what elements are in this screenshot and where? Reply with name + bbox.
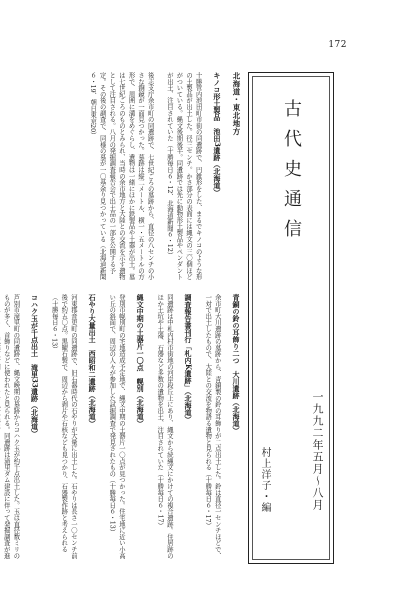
article-body: 河東郡音更町の同遺跡で、旧石器時代の石やりが大量に出土した。石やりは長さ一〇センチ前後で約五〇点。黒曜石製で、周辺から剥片や石核なども見つかり、石器製作跡と考えられる（十勝毎日６・13） [50, 294, 77, 559]
top-tier-text [36, 72, 241, 280]
article-heading: 石やり大量出土 西昭和二遺跡（北海道） [88, 294, 98, 427]
article-heading: 調査報告書刊行「札内K遺跡」（北海道） [184, 294, 194, 423]
article [107, 294, 145, 564]
article [203, 294, 241, 564]
article-body: 後志支庁余市町の同遺跡で、七世紀ごろの墓跡から、直径の八センチの小さな銅鏡が一面見つかった。墓跡は縦二メートル、横一・五メートルの方形で、周囲に溝をめぐらし、遺物は一緒にほかに鉄製品や土器が出土。墓は七世紀ころのものとみられ、当時の余市地方と大陸との交流を示す遺物として注目される。八月の発掘調査報告会で出土品の一部を公開する予定。その後の調査で、同様の墓が一〇基余り見つかっている（北海道新聞６・19、朝日東京20） [89, 72, 154, 280]
article [0, 294, 40, 564]
article-heading: 青銅の鈴の耳飾り二つ 大川遺跡（北海道） [232, 294, 241, 434]
article-body: 同遺跡は中札内村市街地の河岸段丘上にあり、縄文から続縄文にかけての複合遺跡。住居跡のほか土坑や土器、石器など多数の遺物を出土、注目されていた（十勝毎日６・17） [156, 294, 173, 559]
compiler-label: 村上洋子・編 [259, 447, 270, 513]
article-heading: キノコ形土製品 池田3遺跡（北海道） [212, 72, 222, 196]
article-heading: コハク玉が千点出土 滝里33遺跡（北海道） [30, 294, 40, 437]
page-number: 172 [328, 40, 347, 50]
bottom-tier-text [2, 294, 241, 564]
period-label: 一九九二年五月〜八月 [311, 391, 324, 511]
article-heading: 縄文中期の土器片一〇点 幌別（北海道） [136, 294, 146, 427]
article-body: 余市町大川遺跡の墓跡から、青銅製の鈴の耳飾りが二点出土した。鈴は直径一センチほどで、一対で出土したもので、大陸との交流を物語る遺物と見られる（十勝毎日６・17） [204, 294, 221, 559]
article-body: 登別市幌別町の宅地造成予定地で、縄文中期の土器片一〇点が見つかった。住宅地に近い小高い丘の斜面で、周辺の人々が参加した試掘調査で発見されたもの（十勝毎日６・13） [108, 294, 125, 559]
article [88, 72, 155, 280]
journal-title: 古代史通信 [281, 99, 302, 249]
region-heading: 北海道・東北地方 [232, 72, 241, 136]
article-body: 十勝管内池田町市街の同遺跡で、円錐形をした、まるでキノコのような形の土製品が出土した。径三センチ。かさ部分の表面には縄文の三〇個ほどがついている。縄文後期後半。同遺跡では先に動物形土製品やペンダントが出土、注目されていた（十勝毎日６・12、北海道新聞６・12） [165, 72, 202, 280]
article [155, 294, 193, 564]
article [49, 294, 97, 564]
title-frame [248, 72, 334, 564]
article [164, 72, 222, 280]
article-body: 芦別市滝里町の同遺跡で、縄文晩期の墓跡からコハク玉が約千点出土した。玉は直径数ミリのものが多く、首飾りなどに使われたと見られる。同遺跡は滝里ダム建設に伴って発掘調査が進 [2, 294, 20, 559]
